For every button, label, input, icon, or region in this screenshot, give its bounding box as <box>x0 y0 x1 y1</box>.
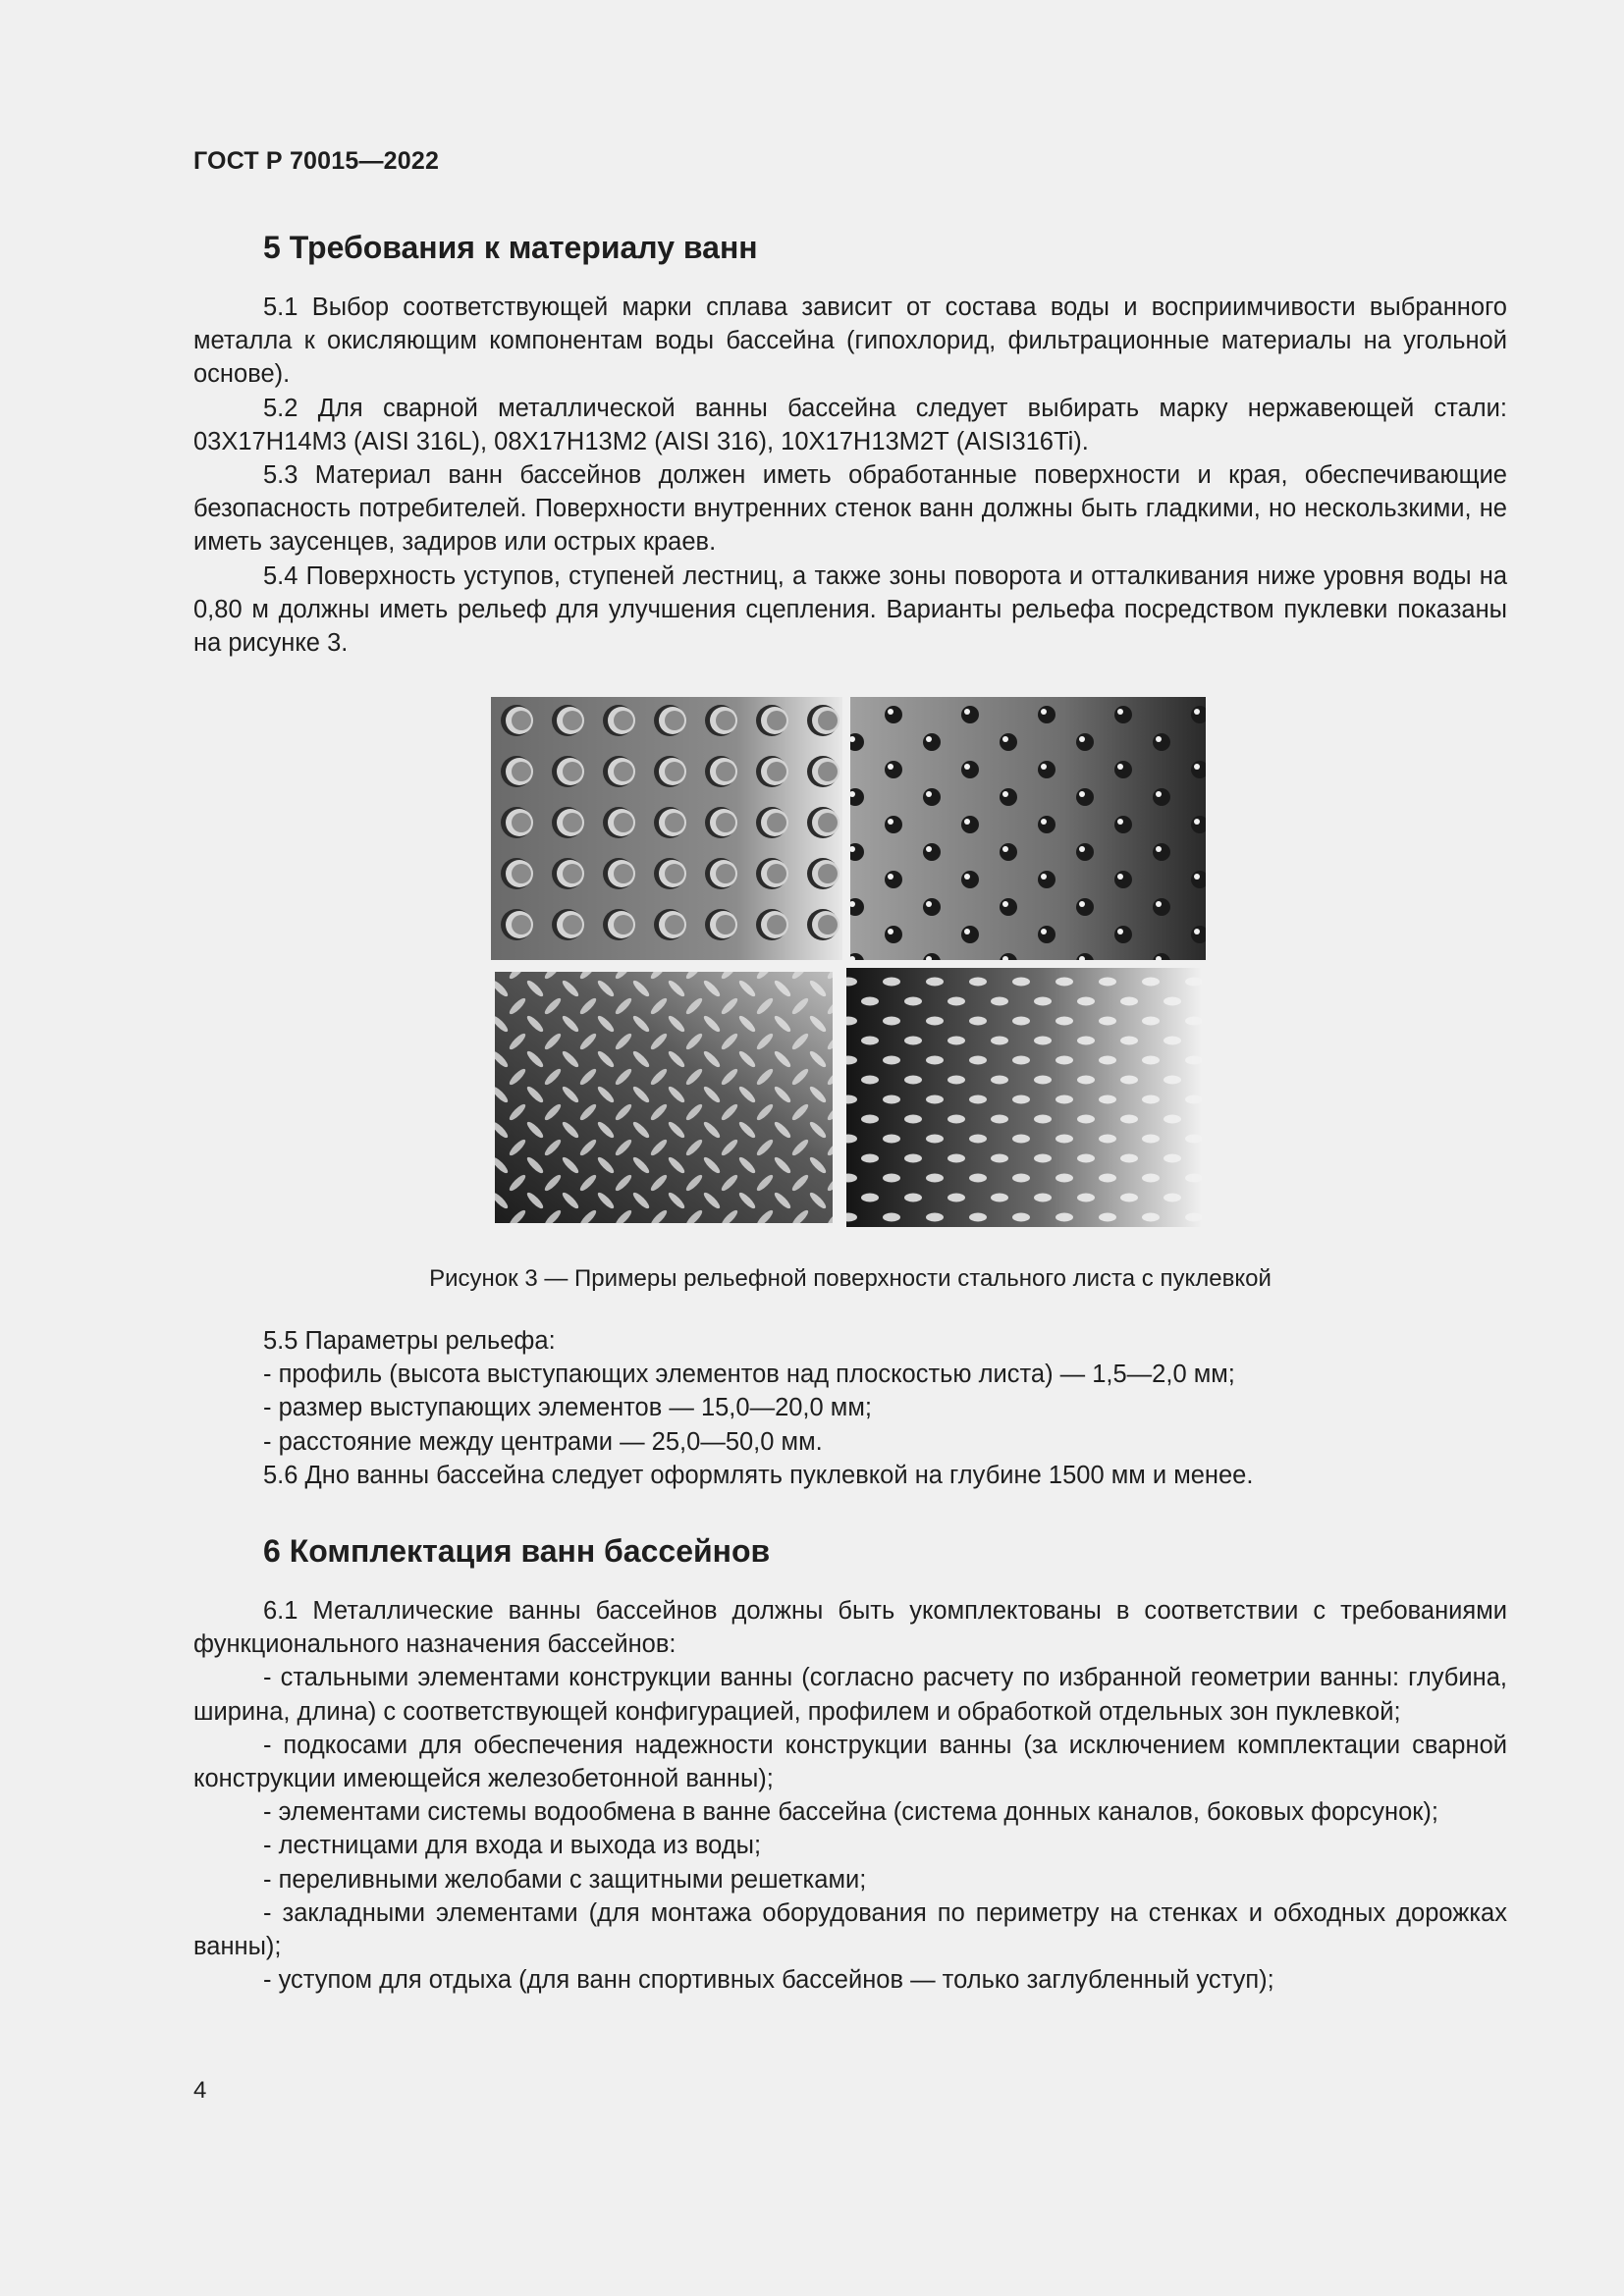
paragraph-5-3: 5.3 Материал ванн бассейнов должен иметь обработанные поверхности и края, обеспечивающие безопасность потребителей. Поверхности внутренних стенок ванн должны быть гладкими, но нескользкими, не иметь заусенцев, задиров или острых краев. <box>193 461 1507 557</box>
list-item: - стальными элементами конструкции ванны (согласно расчету по избранной геометрии ванны: глубина, ширина, длина) с соответствующей конфигурацией, профилем и обработкой отдельных зон пуклевкой; <box>193 1664 1507 1726</box>
paragraph-5-6: 5.6 Дно ванны бассейна следует оформлять пуклевкой на глубине 1500 мм и менее. <box>263 1461 1254 1489</box>
list-item: - элементами системы водообмена в ванне бассейна (система донных каналов, боковых форсунок); <box>263 1798 1438 1827</box>
page-number: 4 <box>193 2077 207 2104</box>
section-6 <box>193 1531 1507 1997</box>
list-item: - подкосами для обеспечения надежности конструкции ванны (за исключением комплектации сварной конструкции имеющейся железобетонной ванны); <box>193 1731 1507 1793</box>
relief-parameters <box>193 1324 1507 1492</box>
photo-round-dimples <box>491 697 842 960</box>
section-5 <box>193 228 1507 660</box>
section-6-title: 6 Комплектация ванн бассейнов <box>263 1533 771 1569</box>
document-header: ГОСТ Р 70015—2022 <box>193 147 440 175</box>
photo-lentil-plate <box>846 968 1202 1227</box>
list-item: - расстояние между центрами — 25,0—50,0 мм. <box>263 1427 823 1456</box>
figure-3-caption: Рисунок 3 — Примеры рельефной поверхности стального листа с пуклевкой <box>429 1265 1272 1292</box>
photo-diamond-plate <box>495 972 833 1223</box>
paragraph-5-5: 5.5 Параметры рельефа: <box>263 1327 556 1355</box>
paragraph-5-1: 5.1 Выбор соответствующей марки сплава зависит от состава воды и восприимчивости выбранного металла к окисляющим компонентам воды бассейна (гипохлорид, фильтрационные материалы на угольной основе). <box>193 294 1507 389</box>
list-item: - размер выступающих элементов — 15,0—20,0 мм; <box>263 1394 872 1422</box>
figure-3-relief-photos <box>491 697 1206 1227</box>
paragraph-5-2: 5.2 Для сварной металлической ванны бассейна следует выбирать марку нержавеющей стали: 03Х17Н14М3 (AISI 316L), 08Х17Н13М2 (AISI 316), 10Х17Н13М2Т (AISI316Ti). <box>193 394 1507 455</box>
list-item: - закладными элементами (для монтажа оборудования по периметру на стенках и обходных дорожках ванны); <box>193 1898 1507 1961</box>
photo-small-domes <box>850 697 1206 960</box>
paragraph-6-1: 6.1 Металлические ванны бассейнов должны быть укомплектованы в соответствии с требованиями функционального назначения бассейнов: <box>193 1597 1507 1659</box>
list-item: - профиль (высота выступающих элементов над плоскостью листа) — 1,5—2,0 мм; <box>263 1361 1235 1389</box>
paragraph-5-4: 5.4 Поверхность уступов, ступеней лестниц, а также зоны поворота и отталкивания ниже уровня воды на 0,80 м должны иметь рельеф для улучшения сцепления. Варианты рельефа посредством пуклевки показаны на рисунке 3. <box>193 561 1507 658</box>
list-item: - переливными желобами с защитными решетками; <box>263 1865 867 1894</box>
list-item: - уступом для отдыха (для ванн спортивных бассейнов — только заглубленный уступ); <box>263 1966 1274 1995</box>
section-5-title: 5 Требования к материалу ванн <box>263 230 758 265</box>
list-item: - лестницами для входа и выхода из воды; <box>263 1832 762 1860</box>
